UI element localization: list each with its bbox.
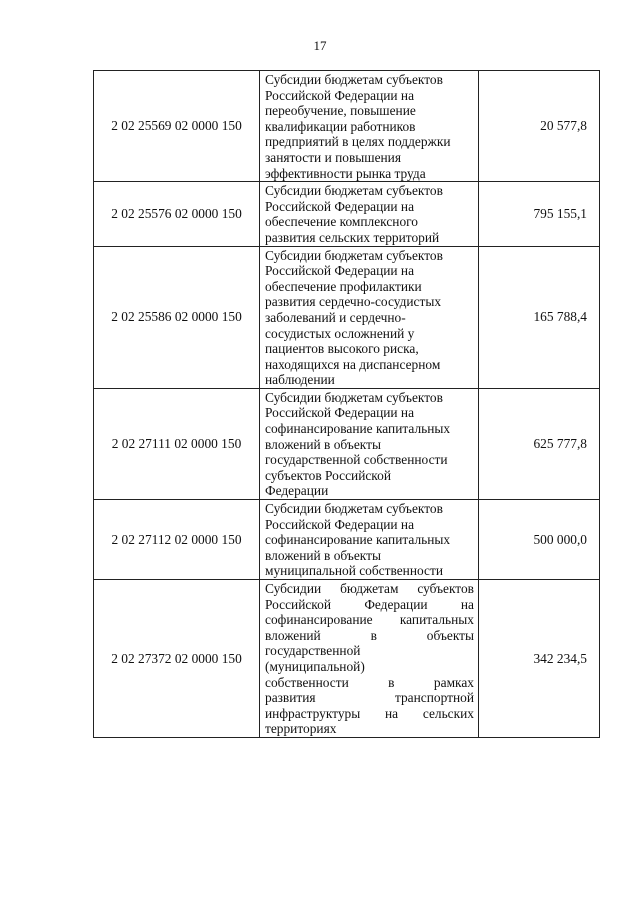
description-line: субъектов Российской xyxy=(265,467,391,483)
description-cell xyxy=(260,71,479,182)
description-line: сосудистых осложнений у xyxy=(265,325,415,341)
budget-code-cell: 2 02 27112 02 0000 150 xyxy=(94,500,260,580)
description-line: развития транспортной xyxy=(265,690,474,706)
description-line: собственности в рамках xyxy=(265,674,474,690)
amount-cell: 795 155,1 xyxy=(479,182,600,246)
table-row xyxy=(94,500,600,580)
budget-code-cell: 2 02 25569 02 0000 150 xyxy=(94,71,260,182)
description-cell xyxy=(260,500,479,580)
description-line: Субсидии бюджетам субъектов xyxy=(265,183,443,199)
description-line: переобучение, повышение xyxy=(265,103,416,119)
description-line: квалификации работников xyxy=(265,118,416,134)
description-line: Российской Федерации на xyxy=(265,516,415,532)
description-line: Субсидии бюджетам субъектов xyxy=(265,72,443,87)
table-row xyxy=(94,246,600,388)
description-line: Субсидии бюджетам субъектов xyxy=(265,501,443,517)
description-line: наблюдении xyxy=(265,372,335,388)
amount-cell: 342 234,5 xyxy=(479,580,600,738)
description-line: развития сердечно-сосудистых xyxy=(265,294,442,310)
description-line: Российской Федерации на xyxy=(265,87,415,103)
description-line: Российской Федерации на xyxy=(265,198,415,214)
description-line: вложений в объекты xyxy=(265,627,474,643)
description-line: занятости и повышения xyxy=(265,149,402,165)
description-line: софинансирование капитальных xyxy=(265,612,474,628)
description-line: вложений в объекты xyxy=(265,547,381,563)
description-line: Субсидии бюджетам субъектов xyxy=(265,581,474,596)
description-cell xyxy=(260,580,479,738)
budget-code-cell: 2 02 25576 02 0000 150 xyxy=(94,182,260,246)
description-line: Российской Федерации на xyxy=(265,263,415,279)
description-cell xyxy=(260,388,479,499)
description-line: находящихся на диспансерном xyxy=(265,356,441,372)
description-cell xyxy=(260,246,479,388)
amount-cell: 20 577,8 xyxy=(479,71,600,182)
amount-cell: 625 777,8 xyxy=(479,388,600,499)
table-row xyxy=(94,388,600,499)
table-row xyxy=(94,182,600,246)
budget-table xyxy=(93,70,600,738)
description-line: государственной собственности xyxy=(265,452,448,468)
description-line: Российской Федерации на xyxy=(265,405,415,421)
budget-table-body xyxy=(94,71,600,738)
description-line: вложений в объекты xyxy=(265,436,381,452)
description-line: софинансирование капитальных xyxy=(265,421,451,437)
table-row xyxy=(94,580,600,738)
budget-code-cell: 2 02 27111 02 0000 150 xyxy=(94,388,260,499)
description-line: Субсидии бюджетам субъектов xyxy=(265,389,443,405)
description-line: развития сельских территорий xyxy=(265,229,440,245)
description-line: софинансирование капитальных xyxy=(265,532,451,548)
description-line: (муниципальной) xyxy=(265,658,365,674)
description-line: территориях xyxy=(265,721,337,737)
description-line: пациентов высокого риска, xyxy=(265,341,419,357)
description-cell xyxy=(260,182,479,246)
description-line: обеспечение профилактики xyxy=(265,278,422,294)
table-row xyxy=(94,71,600,182)
description-line: Российской Федерации на xyxy=(265,596,474,612)
budget-code-cell: 2 02 27372 02 0000 150 xyxy=(94,580,260,738)
amount-cell: 500 000,0 xyxy=(479,500,600,580)
description-line: Субсидии бюджетам субъектов xyxy=(265,247,443,263)
description-line: инфраструктуры на сельских xyxy=(265,705,474,721)
description-line: обеспечение комплексного xyxy=(265,214,418,230)
description-line: Федерации xyxy=(265,483,329,499)
description-line: предприятий в целях поддержки xyxy=(265,134,451,150)
budget-code-cell: 2 02 25586 02 0000 150 xyxy=(94,246,260,388)
description-line: государственной xyxy=(265,643,361,659)
description-line: эффективности рынка труда xyxy=(265,165,426,181)
page-number: 17 xyxy=(313,38,327,53)
description-line: заболеваний и сердечно- xyxy=(265,309,406,325)
amount-cell: 165 788,4 xyxy=(479,246,600,388)
description-line: муниципальной собственности xyxy=(265,563,443,579)
